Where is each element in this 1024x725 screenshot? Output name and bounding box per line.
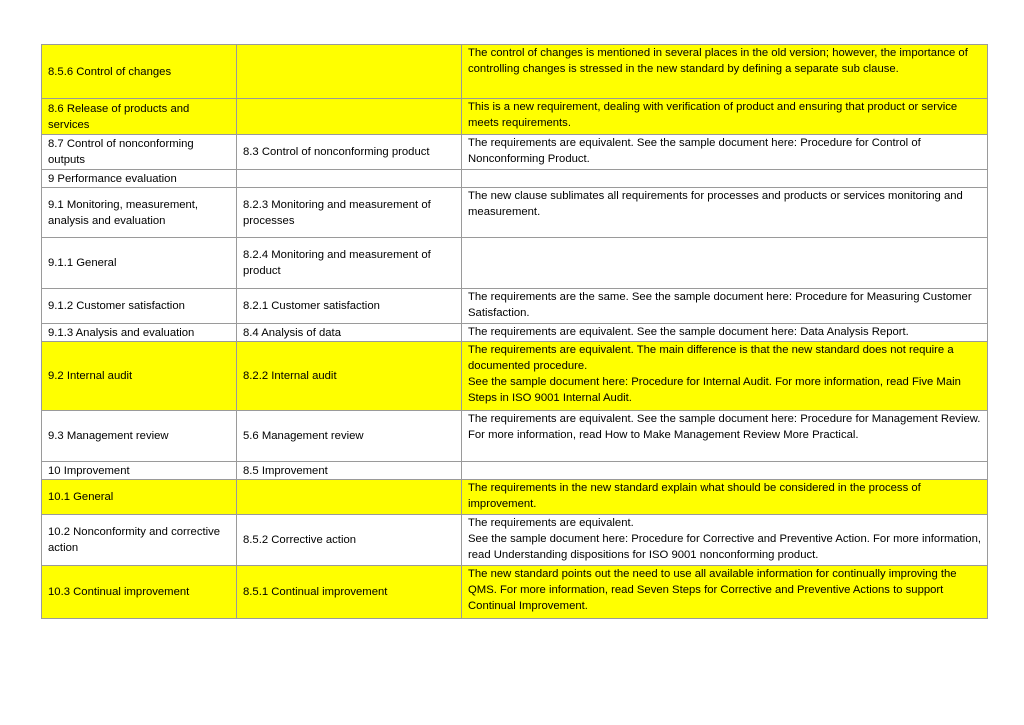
new-clause-cell: 10.3 Continual improvement: [42, 566, 237, 619]
comment-cell: [462, 45, 988, 99]
new-clause-cell: 9.3 Management review: [42, 411, 237, 462]
old-clause-cell: [237, 480, 462, 515]
table-row: [42, 188, 988, 238]
table-row: [42, 462, 988, 480]
new-clause-cell: 8.7 Control of nonconforming outputs: [42, 135, 237, 170]
new-clause-cell: 9.1 Monitoring, measurement, analysis and evaluation: [42, 188, 237, 238]
table-row: [42, 135, 988, 170]
new-clause-cell: 10 Improvement: [42, 462, 237, 480]
comment-line: See the sample document here: Procedure for Internal Audit. For more information, read Five Main Steps in ISO 9001 Internal Audit.: [468, 376, 961, 404]
new-clause-cell: 9.2 Internal audit: [42, 342, 237, 411]
old-clause-cell: 8.2.2 Internal audit: [237, 342, 462, 411]
old-clause-cell: [237, 45, 462, 99]
old-clause-cell: 8.3 Control of nonconforming product: [237, 135, 462, 170]
new-clause-cell: 8.6 Release of products and services: [42, 99, 237, 135]
comment-line: The requirements are equivalent. The main difference is that the new standard does not require a documented procedure.: [468, 344, 954, 372]
table-row: [42, 411, 988, 462]
comment-cell: [462, 462, 988, 480]
table-row: [42, 170, 988, 188]
new-clause-cell: 9.1.2 Customer satisfaction: [42, 289, 237, 324]
old-clause-cell: 8.5 Improvement: [237, 462, 462, 480]
comment-line: The new clause sublimates all requirements for processes and products or services monitoring and measurement.: [468, 190, 963, 218]
table-body: [42, 45, 988, 619]
table-row: [42, 515, 988, 566]
comment-cell: [462, 99, 988, 135]
new-clause-cell: 9.1.3 Analysis and evaluation: [42, 324, 237, 342]
comment-line: The requirements are equivalent. See the sample document here: Procedure for Control of Nonconforming Product.: [468, 137, 921, 165]
comment-line: The requirements in the new standard explain what should be considered in the process of improvement.: [468, 482, 921, 510]
new-clause-cell: 9.1.1 General: [42, 238, 237, 289]
comment-cell: [462, 289, 988, 324]
comment-line: The requirements are the same. See the sample document here: Procedure for Measuring Customer Satisfaction.: [468, 291, 972, 319]
comment-cell: [462, 324, 988, 342]
comment-line: The requirements are equivalent. See the sample document here: Procedure for Management Review.: [468, 413, 981, 425]
table-row: [42, 238, 988, 289]
new-clause-cell: 8.5.6 Control of changes: [42, 45, 237, 99]
table-row: [42, 45, 988, 99]
clause-comparison-table: [41, 44, 988, 619]
comment-line: The new standard points out the need to use all available information for continually improving the QMS. For more information, read Seven Steps for Corrective and Preventive Actions to support Continual Improvement.: [468, 568, 957, 612]
old-clause-cell: 5.6 Management review: [237, 411, 462, 462]
old-clause-cell: 8.4 Analysis of data: [237, 324, 462, 342]
comment-cell: [462, 480, 988, 515]
old-clause-cell: [237, 99, 462, 135]
comment-line: The requirements are equivalent.: [468, 517, 634, 529]
comment-cell: [462, 411, 988, 462]
comment-line: See the sample document here: Procedure for Corrective and Preventive Action. For more information, read Understanding dispositions for ISO 9001 nonconforming product.: [468, 533, 982, 561]
old-clause-cell: 8.2.3 Monitoring and measurement of processes: [237, 188, 462, 238]
table-row: [42, 342, 988, 411]
new-clause-cell: 9 Performance evaluation: [42, 170, 237, 188]
comment-cell: [462, 566, 988, 619]
new-clause-cell: 10.1 General: [42, 480, 237, 515]
comment-line: The control of changes is mentioned in several places in the old version; however, the importance of controlling changes is stressed in the new standard by defining a separate sub clause.: [468, 47, 968, 75]
table-row: [42, 289, 988, 324]
comment-line: This is a new requirement, dealing with verification of product and ensuring that product or service meets requirements.: [468, 101, 958, 129]
comment-cell: [462, 238, 988, 289]
comment-cell: [462, 342, 988, 411]
table-row: [42, 566, 988, 619]
comment-cell: [462, 170, 988, 188]
table-row: [42, 480, 988, 515]
old-clause-cell: 8.5.1 Continual improvement: [237, 566, 462, 619]
comment-line: The requirements are equivalent. See the sample document here: Data Analysis Report.: [468, 326, 909, 338]
old-clause-cell: 8.2.4 Monitoring and measurement of product: [237, 238, 462, 289]
table-row: [42, 324, 988, 342]
old-clause-cell: 8.2.1 Customer satisfaction: [237, 289, 462, 324]
old-clause-cell: [237, 170, 462, 188]
comment-line: For more information, read How to Make Management Review More Practical.: [468, 429, 859, 441]
table-row: [42, 99, 988, 135]
comment-cell: [462, 515, 988, 566]
comment-cell: [462, 188, 988, 238]
comment-cell: [462, 135, 988, 170]
old-clause-cell: 8.5.2 Corrective action: [237, 515, 462, 566]
new-clause-cell: 10.2 Nonconformity and corrective action: [42, 515, 237, 566]
